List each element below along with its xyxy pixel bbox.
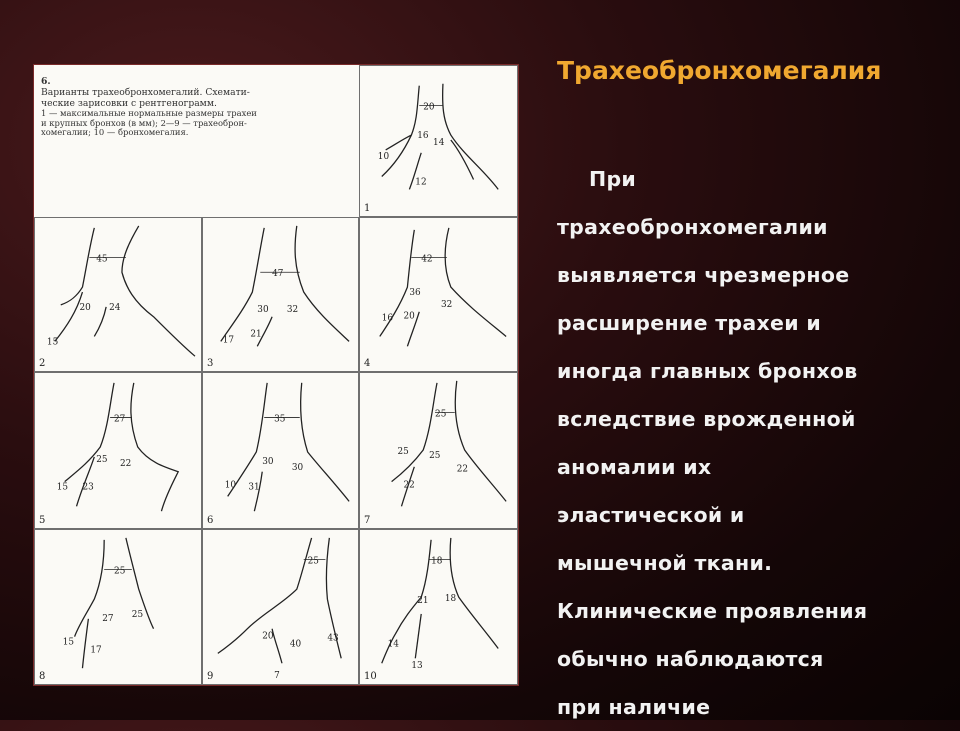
measure-label: 17: [90, 645, 102, 656]
trachea-sketch-4: [360, 218, 517, 371]
measure-label: 16: [417, 131, 429, 142]
panel-number: 4: [364, 358, 371, 369]
trachea-sketch-1: [360, 66, 517, 216]
measure-label: 20: [403, 311, 415, 322]
body-line: трахеобронхомегалии: [557, 215, 828, 239]
panel-10: [359, 529, 518, 685]
trachea-sketch-6: [203, 373, 358, 528]
trachea-sketch-2: [35, 218, 201, 371]
body-line: эластической и: [557, 503, 745, 527]
measure-label: 21: [250, 329, 262, 340]
panel-2: [34, 217, 202, 372]
body-line: выявляется чрезмерное: [557, 263, 850, 287]
panel-3: [202, 217, 359, 372]
measure-label: 25: [435, 409, 447, 420]
body-line: Клинические проявления: [557, 599, 868, 623]
measure-label: 21: [417, 596, 429, 607]
trachea-sketch-3: [203, 218, 358, 371]
trachea-sketch-10: [360, 530, 517, 684]
measure-label: 45: [96, 254, 108, 265]
panel-9: [202, 529, 359, 685]
panel-number: 2: [39, 358, 46, 369]
measure-label: 12: [415, 177, 427, 188]
measure-label: 31: [248, 482, 260, 493]
measure-label: 35: [274, 414, 286, 425]
note-line: хомегалии; 10 — бронхомегалия.: [41, 127, 189, 137]
figure-caption-area: [34, 65, 359, 217]
panel-number: 6: [207, 515, 214, 526]
measure-label: 47: [272, 269, 284, 280]
measure-label: 30: [291, 462, 304, 473]
panel-number: 8: [39, 671, 46, 682]
body-line: При: [589, 167, 637, 191]
panel-number: 10: [364, 671, 377, 682]
measure-label: 25: [307, 556, 319, 567]
measure-label: 27: [114, 414, 126, 425]
panel-6: [202, 372, 359, 529]
measure-label: 23: [82, 482, 94, 493]
measure-label: 25: [397, 446, 409, 457]
measure-label: 40: [289, 639, 302, 650]
measure-label: 20: [79, 302, 91, 313]
measure-label: 25: [114, 566, 126, 577]
slide-title: Трахеобронхомегалия: [557, 56, 882, 85]
measure-label: 25: [429, 450, 441, 461]
panel-5: [34, 372, 202, 529]
figure-number: 6.: [41, 76, 51, 87]
measure-label: 24: [109, 302, 121, 313]
measure-label: 15: [56, 482, 69, 493]
measure-label: 32: [440, 299, 453, 310]
panel-number: 3: [207, 358, 214, 369]
body-line: аномалии их: [557, 455, 712, 479]
trachea-sketch-5: [35, 373, 201, 528]
measure-label: 43: [327, 633, 339, 644]
measure-label: 17: [222, 335, 235, 346]
measure-label: 10: [224, 480, 237, 491]
measure-label: 22: [456, 464, 469, 475]
measure-label: 15: [62, 637, 75, 648]
trachea-sketch-7: [360, 373, 517, 528]
trachea-sketch-9: [203, 530, 358, 684]
body-line: вследствие врожденной: [557, 407, 856, 431]
note-line: и крупных бронхов (в мм); 2—9 — трахеоброн-: [41, 117, 247, 128]
panel-7: [359, 372, 518, 529]
measure-label: 25: [131, 609, 144, 620]
measure-label: 27: [102, 613, 114, 624]
body-line: обычно наблюдаются: [557, 647, 824, 671]
trachea-sketch-8: [35, 530, 201, 684]
measure-label: 22: [403, 480, 415, 491]
measure-label: 25: [96, 454, 108, 465]
panel-8: [34, 529, 202, 685]
measure-label: 22: [119, 458, 132, 469]
measure-label: 30: [262, 456, 274, 467]
note-line: 1 — максимальные нормальные размеры трахеи: [41, 108, 257, 118]
measure-label: 18: [431, 556, 443, 567]
measure-label: 18: [444, 594, 457, 605]
body-line: расширение трахеи и: [557, 311, 822, 335]
figure-caption: [41, 76, 351, 138]
slide-body: [557, 155, 957, 731]
panel-number: 7: [364, 515, 371, 526]
measure-label: 16: [381, 313, 394, 324]
measure-label: 14: [387, 639, 399, 650]
measure-label: 36: [409, 287, 421, 298]
measure-label: 20: [423, 102, 435, 113]
panel-1: [359, 65, 518, 217]
measure-label: 32: [286, 304, 299, 315]
measure-label: 20: [262, 631, 274, 642]
measure-label: 10: [377, 151, 390, 162]
panel-number: 5: [39, 515, 46, 526]
trachea-figure: [33, 64, 519, 686]
body-line: иногда главных бронхов: [557, 359, 858, 383]
measure-label: 42: [421, 254, 433, 265]
measure-label: 14: [433, 137, 445, 148]
panel-number: 1: [364, 203, 371, 214]
caption-line: Варианты трахеобронхомегалий. Схемати-: [41, 87, 250, 98]
panel-4: [359, 217, 518, 372]
measure-label: 30: [257, 304, 269, 315]
measure-label: 7: [274, 671, 280, 682]
body-line: при наличие: [557, 695, 711, 719]
measure-label: 13: [411, 661, 423, 672]
body-line: мышечной ткани.: [557, 551, 773, 575]
measure-label: 15: [46, 337, 59, 348]
panel-number: 9: [207, 671, 214, 682]
caption-line: ческие зарисовки с рентгенограмм.: [41, 98, 217, 109]
